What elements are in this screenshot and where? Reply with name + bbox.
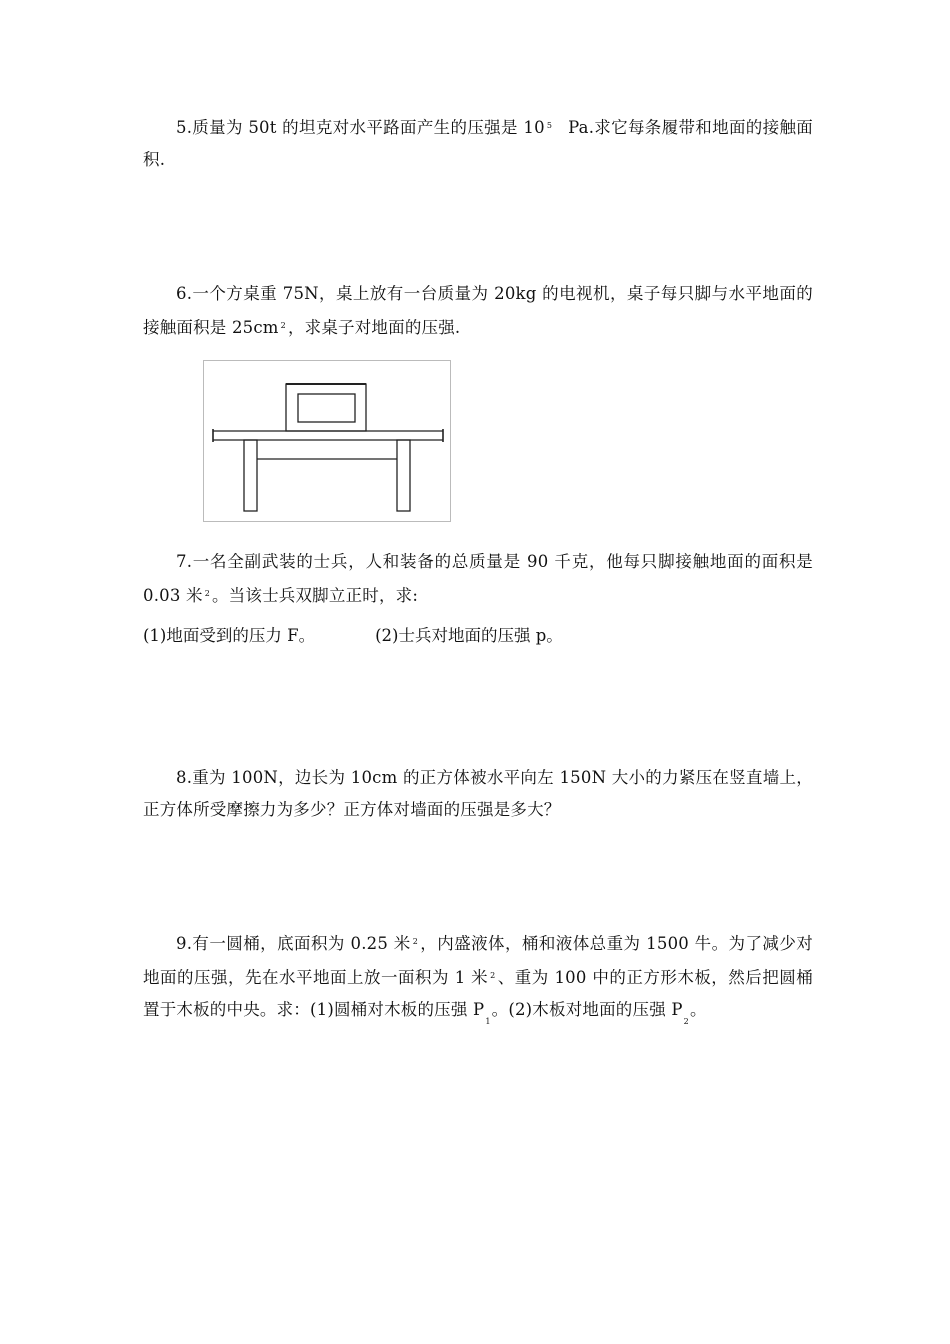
problem-9-superscript-2: 2 — [490, 971, 496, 980]
problem-6-superscript: 2 — [280, 321, 286, 330]
problem-7 — [143, 546, 813, 612]
problem-9-text-part2: ，内盛液体，桶和液体总重为 1500 牛。为了减少对地面的压强，先在水平地面上放一面积为 1 米 — [143, 934, 814, 987]
problem-6-text — [143, 278, 813, 344]
problem-7-subquestions — [143, 620, 563, 652]
problem-6-text-part1: 6.一个方桌重 75N，桌上放有一台质量为 20kg 的电视机，桌子每只脚与水平地面的接触面积是 25cm — [143, 284, 813, 337]
table-with-tv-diagram — [203, 360, 451, 522]
problem-5-text-part2: Pa.求它每条履带和地面的接触面积. — [143, 118, 813, 169]
problem-7-subquestion-1: (1)地面受到的压力 F。 — [143, 626, 316, 645]
problem-9-subscript-1: 1 — [485, 1017, 491, 1026]
problem-7-superscript: 2 — [204, 589, 210, 598]
table-with-tv-icon — [203, 360, 451, 522]
problem-5-text — [143, 110, 813, 176]
problem-9-text-part5: 。 — [689, 1000, 707, 1019]
problem-7-subquestion-2: (2)士兵对地面的压强 p。 — [375, 626, 563, 645]
problem-7-text-part2: 。当该士兵双脚立正时，求: — [211, 586, 419, 605]
problem-5 — [143, 110, 813, 176]
problem-9-text-part3: 、重为 100 中的正方形木板，然后把圆桶置于木板的中央。求：(1)圆桶对木板的压强 P — [143, 968, 814, 1019]
table-leg-right — [397, 440, 410, 511]
problem-9-text — [143, 926, 813, 1038]
problem-5-text-part1: 5.质量为 50t 的坦克对水平路面产生的压强是 10 — [176, 118, 545, 137]
problem-7-text — [143, 546, 813, 612]
tv-screen — [298, 394, 355, 422]
problem-7-text-part1: 7.一名全副武装的士兵，人和装备的总质量是 90 千克，他每只脚接触地面的面积是 0.03 米 — [143, 552, 813, 605]
problem-5-superscript: 5 — [546, 121, 553, 130]
problem-6-text-part2: ，求桌子对地面的压强. — [287, 318, 461, 337]
table-leg-left — [244, 440, 257, 511]
problem-9-superscript-1: 2 — [412, 937, 419, 946]
problem-9-text-part4: 。(2)木板对地面的压强 P — [491, 1000, 683, 1019]
problem-9 — [143, 926, 813, 1038]
problem-9-text-part1: 9.有一圆桶，底面积为 0.25 米 — [176, 934, 411, 953]
problem-8 — [143, 762, 813, 826]
problem-8-text: 8.重为 100N，边长为 10cm 的正方体被水平向左 150N 大小的力紧压在竖直墙上，正方体所受摩擦力为多少？正方体对墙面的压强是多大？ — [143, 768, 813, 819]
problem-9-subscript-2: 2 — [683, 1017, 689, 1026]
problem-6 — [143, 278, 813, 344]
